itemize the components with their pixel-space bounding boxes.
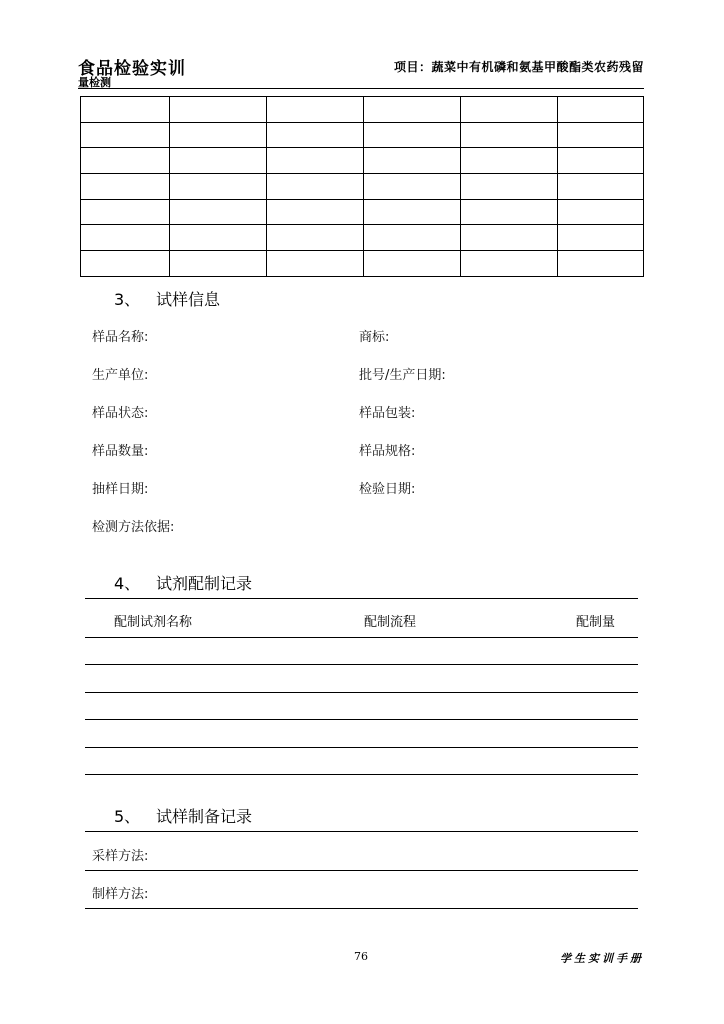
table-cell[interactable]: [170, 122, 267, 148]
batch-date-field[interactable]: 批号/生产日期:: [359, 368, 446, 383]
table-cell[interactable]: [558, 199, 644, 225]
section5-heading: [114, 804, 252, 827]
table-cell[interactable]: [364, 97, 461, 123]
table-cell[interactable]: [170, 225, 267, 251]
table-cell[interactable]: [364, 174, 461, 200]
table-row: [81, 148, 644, 174]
table-cell[interactable]: [364, 199, 461, 225]
section4-heading: [114, 571, 252, 594]
table-cell[interactable]: [558, 122, 644, 148]
table-cell[interactable]: [267, 199, 364, 225]
test-date-field[interactable]: 检验日期:: [359, 482, 416, 497]
table-cell[interactable]: [81, 174, 170, 200]
table-cell[interactable]: [558, 225, 644, 251]
header-divider: [78, 88, 644, 89]
section3-number: 3、: [114, 290, 141, 309]
trademark-field[interactable]: 商标:: [359, 330, 390, 345]
specification-field[interactable]: 样品规格:: [359, 444, 416, 459]
table-row: [81, 97, 644, 123]
table-cell[interactable]: [364, 148, 461, 174]
table-row: [81, 251, 644, 277]
table-cell[interactable]: [558, 251, 644, 277]
table-row: [81, 225, 644, 251]
table-cell[interactable]: [267, 174, 364, 200]
table-cell[interactable]: [267, 148, 364, 174]
reagent-row-rule[interactable]: [85, 774, 638, 775]
reagent-row-rule[interactable]: [85, 747, 638, 748]
prep-row-rule: [85, 908, 638, 909]
method-basis-field[interactable]: 检测方法依据:: [92, 520, 175, 535]
reagent-row-rule[interactable]: [85, 719, 638, 720]
table-cell[interactable]: [461, 251, 558, 277]
table-cell[interactable]: [558, 97, 644, 123]
prep-row-rule: [85, 870, 638, 871]
reagent-row-rule[interactable]: [85, 664, 638, 665]
table-cell[interactable]: [461, 122, 558, 148]
reagent-amount-column-header: 配制量: [576, 615, 616, 630]
sample-state-field[interactable]: 样品状态:: [92, 406, 149, 421]
section4-number: 4、: [114, 574, 141, 593]
table-cell[interactable]: [170, 251, 267, 277]
table-cell[interactable]: [364, 225, 461, 251]
table-cell[interactable]: [558, 148, 644, 174]
table-cell[interactable]: [364, 251, 461, 277]
table-cell[interactable]: [461, 174, 558, 200]
section3-title: 试样信息: [156, 290, 221, 309]
header-title: 食品检验实训: [78, 59, 186, 79]
table-cell[interactable]: [81, 225, 170, 251]
section5-title: 试样制备记录: [156, 807, 253, 826]
producer-field[interactable]: 生产单位:: [92, 368, 149, 383]
table-cell[interactable]: [267, 122, 364, 148]
sample-name-field[interactable]: 样品名称:: [92, 330, 149, 345]
section3-heading: [114, 287, 220, 310]
table-cell[interactable]: [461, 148, 558, 174]
table-cell[interactable]: [461, 199, 558, 225]
header-subtitle: 量检测: [78, 76, 111, 89]
book-name: 学生实训手册: [560, 952, 644, 965]
table-cell[interactable]: [170, 199, 267, 225]
prep-top-rule: [85, 831, 638, 832]
record-grid: [80, 96, 644, 277]
table-cell[interactable]: [461, 97, 558, 123]
sampling-method-field[interactable]: 采样方法:: [92, 849, 149, 864]
section5-number: 5、: [114, 807, 141, 826]
table-cell[interactable]: [170, 174, 267, 200]
table-cell[interactable]: [267, 97, 364, 123]
table-cell[interactable]: [364, 122, 461, 148]
reagent-name-column-header: 配制试剂名称: [114, 615, 193, 630]
table-cell[interactable]: [558, 174, 644, 200]
table-cell[interactable]: [81, 97, 170, 123]
table-cell[interactable]: [170, 148, 267, 174]
table-cell[interactable]: [170, 97, 267, 123]
table-row: [81, 174, 644, 200]
table-cell[interactable]: [81, 199, 170, 225]
preparation-method-field[interactable]: 制样方法:: [92, 887, 149, 902]
reagent-row-rule[interactable]: [85, 692, 638, 693]
table-cell[interactable]: [267, 225, 364, 251]
reagent-table-top-rule: [85, 598, 638, 599]
reagent-row-rule: [85, 637, 638, 638]
table-cell[interactable]: [81, 122, 170, 148]
table-row: [81, 122, 644, 148]
table-cell[interactable]: [461, 225, 558, 251]
sampling-date-field[interactable]: 抽样日期:: [92, 482, 149, 497]
section4-title: 试剂配制记录: [156, 574, 253, 593]
quantity-field[interactable]: 样品数量:: [92, 444, 149, 459]
header-project: 项目：蔬菜中有机磷和氨基甲酸酯类农药残留: [393, 60, 644, 74]
packaging-field[interactable]: 样品包装:: [359, 406, 416, 421]
page-number: 76: [354, 950, 368, 963]
table-cell[interactable]: [81, 148, 170, 174]
table-row: [81, 199, 644, 225]
reagent-process-column-header: 配制流程: [364, 615, 417, 630]
table-cell[interactable]: [267, 251, 364, 277]
table-cell[interactable]: [81, 251, 170, 277]
